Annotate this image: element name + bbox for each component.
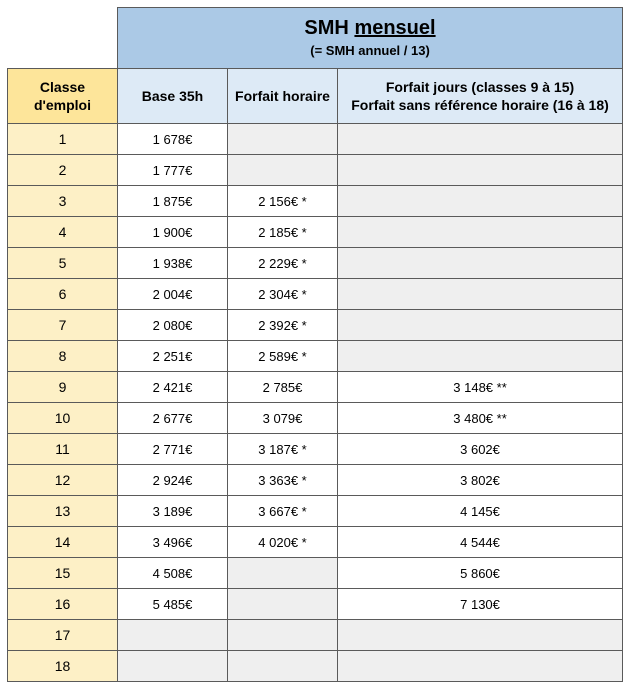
classe-cell: 3: [8, 186, 118, 217]
base35h-cell: 3 189€: [118, 496, 228, 527]
table-row: [8, 651, 623, 682]
forfait-jours-cell: 4 544€: [338, 527, 623, 558]
classe-cell: 17: [8, 620, 118, 651]
table-row: [8, 217, 623, 248]
table-row: [8, 124, 623, 155]
forfait-jours-cell: [338, 155, 623, 186]
table-row: [8, 279, 623, 310]
classe-cell: 7: [8, 310, 118, 341]
forfait-horaire-cell: [228, 651, 338, 682]
forfait-horaire-cell: 4 020€ *: [228, 527, 338, 558]
classe-cell: 18: [8, 651, 118, 682]
forfait-jours-cell: 4 145€: [338, 496, 623, 527]
forfait-horaire-cell: 2 392€ *: [228, 310, 338, 341]
classe-cell: 2: [8, 155, 118, 186]
table-row: [8, 527, 623, 558]
table-row: [8, 620, 623, 651]
classe-cell: 15: [8, 558, 118, 589]
header-row: [8, 69, 623, 124]
classe-cell: 5: [8, 248, 118, 279]
base35h-cell: [118, 651, 228, 682]
table-row: [8, 496, 623, 527]
base35h-cell: 2 924€: [118, 465, 228, 496]
forfait-horaire-cell: 2 229€ *: [228, 248, 338, 279]
base35h-cell: 1 900€: [118, 217, 228, 248]
forfait-horaire-cell: 3 079€: [228, 403, 338, 434]
base35h-cell: 1 777€: [118, 155, 228, 186]
table-row: [8, 372, 623, 403]
table-row: [8, 465, 623, 496]
forfait-horaire-cell: 2 156€ *: [228, 186, 338, 217]
base35h-cell: 2 771€: [118, 434, 228, 465]
forfait-horaire-cell: 3 667€ *: [228, 496, 338, 527]
forfait-horaire-cell: 3 187€ *: [228, 434, 338, 465]
header-base35h: Base 35h: [118, 69, 228, 124]
table-row: [8, 155, 623, 186]
header-forfait-jours: Forfait jours (classes 9 à 15) Forfait sans référence horaire (16 à 18): [338, 69, 623, 124]
forfait-horaire-cell: 2 589€ *: [228, 341, 338, 372]
base35h-cell: [118, 620, 228, 651]
title-main: [118, 16, 622, 40]
forfait-horaire-cell: 2 304€ *: [228, 279, 338, 310]
forfait-horaire-cell: [228, 558, 338, 589]
base35h-cell: 2 251€: [118, 341, 228, 372]
forfait-horaire-cell: 2 785€: [228, 372, 338, 403]
classe-cell: 12: [8, 465, 118, 496]
forfait-jours-cell: [338, 279, 623, 310]
base35h-cell: 5 485€: [118, 589, 228, 620]
forfait-jours-cell: [338, 651, 623, 682]
table-row: [8, 434, 623, 465]
forfait-horaire-cell: 3 363€ *: [228, 465, 338, 496]
forfait-horaire-cell: 2 185€ *: [228, 217, 338, 248]
classe-cell: 1: [8, 124, 118, 155]
header-forfait-horaire: Forfait horaire: [228, 69, 338, 124]
forfait-horaire-cell: [228, 589, 338, 620]
table-row: [8, 403, 623, 434]
forfait-horaire-cell: [228, 124, 338, 155]
forfait-jours-cell: [338, 217, 623, 248]
header-classe: Classe d'emploi: [8, 69, 118, 124]
forfait-jours-cell: [338, 124, 623, 155]
forfait-jours-cell: [338, 310, 623, 341]
base35h-cell: 1 678€: [118, 124, 228, 155]
base35h-cell: 2 004€: [118, 279, 228, 310]
classe-cell: 16: [8, 589, 118, 620]
table-row: [8, 186, 623, 217]
title-subtitle: (= SMH annuel / 13): [310, 43, 430, 58]
classe-cell: 11: [8, 434, 118, 465]
table-row: [8, 341, 623, 372]
corner-empty-cell: [8, 8, 118, 69]
classe-cell: 14: [8, 527, 118, 558]
forfait-horaire-cell: [228, 155, 338, 186]
base35h-cell: 3 496€: [118, 527, 228, 558]
forfait-jours-cell: [338, 186, 623, 217]
table-row: [8, 310, 623, 341]
table-row: [8, 589, 623, 620]
classe-cell: 8: [8, 341, 118, 372]
forfait-jours-cell: 7 130€: [338, 589, 623, 620]
base35h-cell: 2 080€: [118, 310, 228, 341]
forfait-jours-cell: 3 802€: [338, 465, 623, 496]
title-underlined: mensuel: [354, 17, 436, 39]
forfait-jours-cell: [338, 248, 623, 279]
base35h-cell: 2 677€: [118, 403, 228, 434]
forfait-jours-cell: 3 148€ **: [338, 372, 623, 403]
classe-cell: 10: [8, 403, 118, 434]
forfait-jours-cell: 3 602€: [338, 434, 623, 465]
classe-cell: 6: [8, 279, 118, 310]
forfait-jours-cell: [338, 620, 623, 651]
base35h-cell: 1 875€: [118, 186, 228, 217]
classe-cell: 4: [8, 217, 118, 248]
title-prefix: SMH: [304, 17, 349, 39]
base35h-cell: 1 938€: [118, 248, 228, 279]
forfait-jours-cell: [338, 341, 623, 372]
forfait-jours-cell: 5 860€: [338, 558, 623, 589]
forfait-horaire-cell: [228, 620, 338, 651]
table-row: [8, 248, 623, 279]
base35h-cell: 2 421€: [118, 372, 228, 403]
smh-table: [7, 7, 623, 682]
table-row: [8, 558, 623, 589]
classe-cell: 9: [8, 372, 118, 403]
title-row: [8, 8, 623, 69]
table-title: [118, 8, 623, 69]
classe-cell: 13: [8, 496, 118, 527]
forfait-jours-cell: 3 480€ **: [338, 403, 623, 434]
base35h-cell: 4 508€: [118, 558, 228, 589]
